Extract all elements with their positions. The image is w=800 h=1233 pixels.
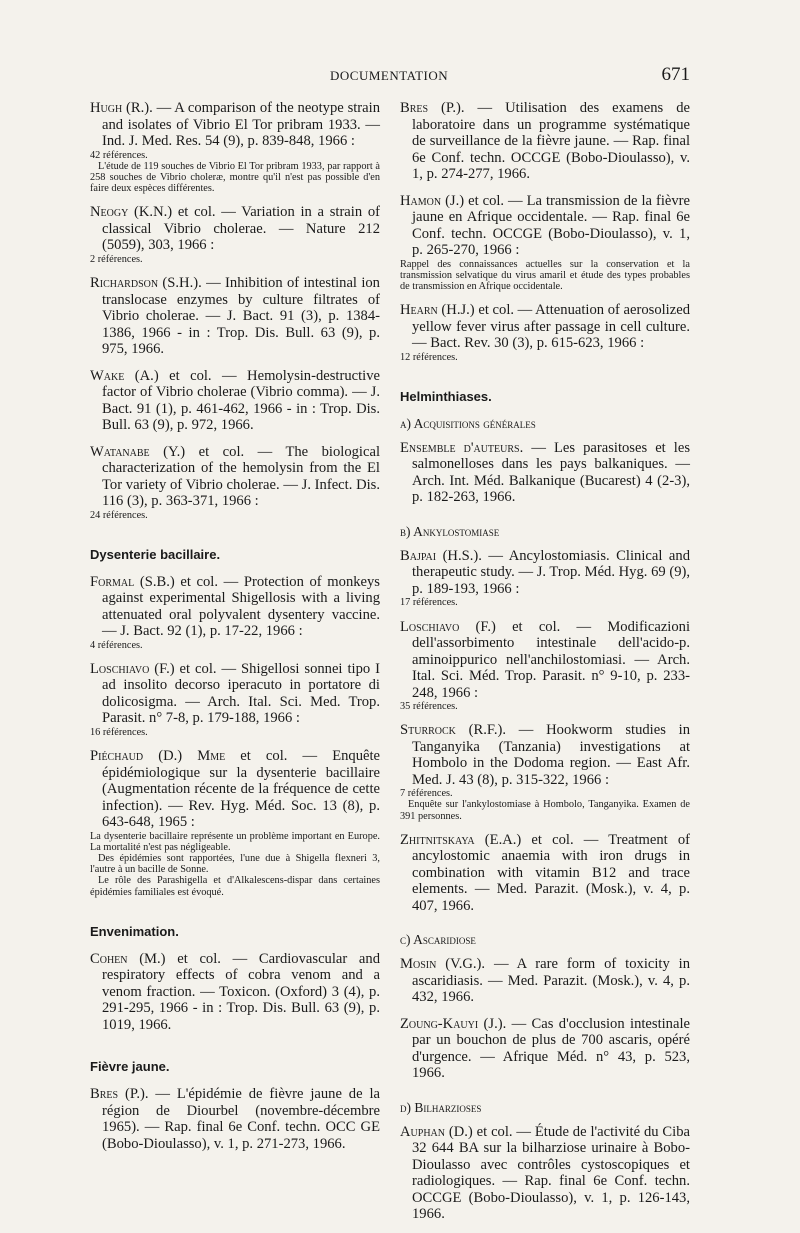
- bibliography-entry: [400, 100, 690, 183]
- entry-author: Formal (S.B.): [90, 573, 175, 590]
- d-entries: [400, 1124, 690, 1233]
- section-heading-envenimation: Envenimation.: [90, 923, 179, 939]
- bibliography-entry: [90, 574, 380, 640]
- entry-citation: et col. — Modificazioni dell'assorbimento intestinale dell'acido-p. aminoippurico nell'anchilostomiasi. — Arch. Ital. Sci. Méd. Trop. Parasit. n° 9-10, p. 233-248, 1966 :: [412, 618, 691, 701]
- entry-citation: et col. — Étude de l'activité du Ciba 32 644 BA sur la bilharziose urinaire à Bobo-Dioulasso avec contrôles cystoscopiques et radiologiques. — Rap. final 6e Conf. techn. OCCGE (Bobo-Dioulasso), v. 1, p. 126-143, 1966.: [412, 1123, 690, 1223]
- bibliography-entry: [400, 440, 690, 506]
- entry-author: Richardson (S.H.).: [90, 275, 202, 292]
- entry-note: 7 références.: [400, 788, 453, 800]
- entry-author: Bajpai (H.S.).: [400, 547, 482, 564]
- entry-citation: — L'épidémie de fièvre jaune de la région de Diourbel (novembre-décembre 1965). — Rap. final 6e Conf. techn. OCC GE (Bobo-Dioulasso), v. 1, p. 271-273, 1966.: [102, 1086, 380, 1152]
- fievre-cont-entries: [400, 100, 690, 373]
- entry-note: L'étude de 119 souches de Vibrio El Tor pribram 1933, par rapport à 258 souches de Vibrio choleræ, montre qu'il n'est pas possible d'en faire deux espèces différentes.: [90, 160, 380, 195]
- entry-author: Cohen (M.): [90, 950, 166, 967]
- entry-citation: — A comparison of the neotype strain and isolates of Vibrio El Tor pribram 1933. — Ind. J. Med. Res. 54 (9), p. 839-848, 1966 :: [102, 100, 380, 149]
- entry-note: 16 références.: [90, 726, 148, 738]
- section-heading-dysenterie: Dysenterie bacillaire.: [90, 546, 221, 562]
- bibliography-entry: [90, 444, 380, 510]
- page-header: [90, 64, 690, 88]
- subsection-heading-c: c) Ascaridiose: [400, 932, 476, 948]
- entry-citation: — Les parasitoses et les salmonelloses dans les pays balkaniques. — Arch. Int. Méd. Balkanique (Bucarest) 4 (2-3), p. 182-263, 1966.: [412, 439, 690, 506]
- entry-note: 42 références.: [90, 149, 148, 161]
- envenimation-entries: [90, 951, 380, 1044]
- entry-note: 35 références.: [400, 701, 458, 713]
- bibliography-entry: [400, 302, 690, 352]
- bibliography-entry: [400, 832, 690, 915]
- entry-citation: et col. — Treatment of ancylostomic anaemia with iron drugs in combination with vitamin B12 and trace elements. — Med. Parazit. (Mosk.), v. 4, p. 407, 1966.: [412, 831, 690, 914]
- entry-note: La dysenterie bacillaire représente un problème important en Europe. La mortalité n'est pas négligeable.: [90, 830, 380, 853]
- entry-citation: et col. — The biological characterization of the hemolysin from the El Tor variety of Vibrio cholerae. — J. Infect. Dis. 116 (3), p. 363-371, 1966 :: [102, 443, 380, 510]
- section-heading-helminthiases: Helminthiases.: [400, 388, 492, 404]
- entry-note: 24 références.: [90, 509, 148, 521]
- entry-author: Hamon (J.): [400, 192, 465, 209]
- bibliography-entry: [90, 748, 380, 831]
- entry-citation: et col. — Shigellosi sonnei tipo I ad insolito decorso iperacuto in portatore di dolicosigma. — Arch. Ital. Sci. Med. Trop. Parasit. n° 7-8, p. 179-188, 1966 :: [102, 660, 380, 727]
- b-entries: [400, 548, 690, 925]
- entry-citation: et col. — Enquête épidémiologique sur la dysenterie bacillaire (Augmentation récente de la fréquence de cette infection). — Rev. Hyg. Méd. Soc. 13 (8), p. 643-648, 1965 :: [102, 748, 381, 831]
- bibliography-entry: [90, 368, 380, 434]
- entry-note: 2 références.: [90, 253, 143, 265]
- entry-note: Le rôle des Parashigella et d'Alkalescens-dispar dans certaines épidémies familiales est évoqué.: [90, 875, 380, 898]
- dysenterie-entries: [90, 574, 380, 908]
- entry-author: Sturrock (R.F.).: [400, 722, 507, 739]
- section-heading-fievre-jaune: Fièvre jaune.: [90, 1059, 170, 1075]
- entry-author: Hugh (R.).: [90, 100, 153, 116]
- a-entries: [400, 440, 690, 516]
- entry-note: 17 références.: [400, 597, 458, 609]
- entry-note: Des épidémies sont rapportées, l'une due à Shigella flexneri 3, l'autre à un bacille de Sonne.: [90, 853, 380, 876]
- entry-citation: — Utilisation des examens de laboratoire dans un programme systématique de surveillance de la fièvre jaune. — Rap. final 6e Conf. techn. OCCGE (Bobo-Dioulasso), v. 1, p. 274-277, 1966.: [412, 100, 690, 182]
- entry-citation: — A rare form of toxicity in ascaridiasis. — Med. Parazit. (Mosk.), v. 4, p. 432, 1966.: [412, 956, 690, 1006]
- bibliography-entry: [400, 956, 690, 1006]
- bibliography-entry: [90, 204, 380, 254]
- bibliography-entry: [400, 619, 690, 702]
- entry-author: Zoung-Kauyi (J.).: [400, 1015, 507, 1032]
- entry-citation: et col. — Protection of monkeys against experimental Shigellosis with a living attenuated oral polyvalent dysentery vaccine. — J. Bact. 92 (1), p. 17-22, 1966 :: [102, 573, 380, 640]
- bibliography-entry: [90, 661, 380, 727]
- entry-note: Rappel des connaissances actuelles sur la conservation et la transmission selvatique du virus amaril et étude des types probables de transmission en Afrique occidentale.: [400, 258, 690, 292]
- fievre-entries: [90, 1086, 380, 1162]
- bibliography-entry: [400, 722, 690, 788]
- left-column: [90, 100, 380, 1162]
- entry-author: Watanabe (Y.): [90, 443, 186, 460]
- entry-citation: et col. — Variation in a strain of classical Vibrio cholerae. — Nature 212 (5059), 303, 1966 :: [102, 204, 380, 254]
- entry-note: Enquête sur l'ankylostomiase à Hombolo, Tanganyika. Examen de 391 personnes.: [400, 799, 690, 822]
- c-entries: [400, 956, 690, 1092]
- entry-note: 4 références.: [90, 639, 143, 651]
- bibliography-entry: [400, 193, 690, 259]
- entry-author: Wake (A.): [90, 367, 159, 384]
- bibliography-entry: [90, 100, 380, 150]
- entry-citation: — Ancylostomiasis. Clinical and therapeutic study. — J. Trop. Méd. Hyg. 69 (9), p. 189-193, 1966 :: [412, 547, 690, 597]
- entry-author: Loschiavo (F.): [90, 660, 175, 677]
- bibliography-entry: [90, 1086, 380, 1152]
- entry-author: Piéchaud (D.) Mme: [90, 748, 226, 765]
- subsection-heading-d: d) Bilharzioses: [400, 1099, 482, 1115]
- bibliography-entry: [400, 548, 690, 598]
- entry-citation: — Hookworm studies in Tanganyika (Tanzania) investigations at Hombolo in the Dodoma region. — East Afr. Med. J. 43 (8), p. 315-322, 1966 :: [412, 722, 690, 788]
- entry-citation: et col. — Attenuation of aerosolized yellow fever virus after passage in cell culture. — Bact. Rev. 30 (3), p. 615-623, 1966 :: [412, 302, 690, 352]
- entry-citation: et col. — Cardiovascular and respiratory effects of cobra venom and a venom fraction. — Toxicon. (Oxford) 3 (4), p. 291-295, 1966 - in : Trop. Dis. Bull. 63 (9), p. 1019, 1966.: [102, 950, 380, 1033]
- entry-author: Auphan (D.): [400, 1123, 473, 1140]
- entry-author: Bres (P.).: [90, 1086, 149, 1103]
- entry-author: Hearn (H.J.): [400, 302, 475, 319]
- running-title: DOCUMENTATION: [330, 68, 449, 83]
- entry-author: Ensemble d'auteurs.: [400, 439, 524, 456]
- entry-citation: — Inhibition of intestinal ion translocase enzymes by culture filtrates of Vibrio cholerae. — J. Bact. 91 (3), p. 1384-1386, 1966 - in : Trop. Dis. Bull. 63 (9), p. 975, 1966.: [102, 275, 380, 358]
- entry-author: Loschiavo (F.): [400, 618, 496, 635]
- entry-author: Mosin (V.G.).: [400, 956, 486, 973]
- entry-author: Bres (P.).: [400, 100, 465, 116]
- bibliography-entry: [90, 951, 380, 1034]
- page-number: 671: [661, 64, 690, 85]
- bibliography-entry: [400, 1016, 690, 1082]
- subsection-heading-b: b) Ankylostomiase: [400, 523, 500, 539]
- entry-note: 12 références.: [400, 351, 458, 363]
- entry-citation: — Cas d'occlusion intestinale par un bouchon de plus de 700 ascaris, opéré d'urgence. — Afrique Méd. n° 43, p. 523, 1966.: [412, 1015, 690, 1082]
- entry-citation: et col. — La transmission de la fièvre jaune en Afrique occidentale. — Rap. final 6e Conf. techn. OCCGE (Bobo-Dioulasso), v. 1, p. 265-270, 1966 :: [412, 192, 691, 258]
- bibliography-entry: [400, 1124, 690, 1223]
- cholera-entries: [90, 100, 380, 531]
- entry-citation: et col. — Hemolysin-destructive factor of Vibrio cholerae (Vibrio comma). — J. Bact. 91 (1), p. 461-462, 1966 - in : Trop. Dis. Bull. 63 (9), p. 972, 1966.: [102, 367, 380, 434]
- subsection-heading-a: a) Acquisitions générales: [400, 415, 536, 431]
- entry-author: Neogy (K.N.): [90, 204, 173, 221]
- entry-author: Zhitnitskaya (E.A.): [400, 831, 522, 848]
- bibliography-entry: [90, 275, 380, 358]
- right-column: [400, 100, 690, 1233]
